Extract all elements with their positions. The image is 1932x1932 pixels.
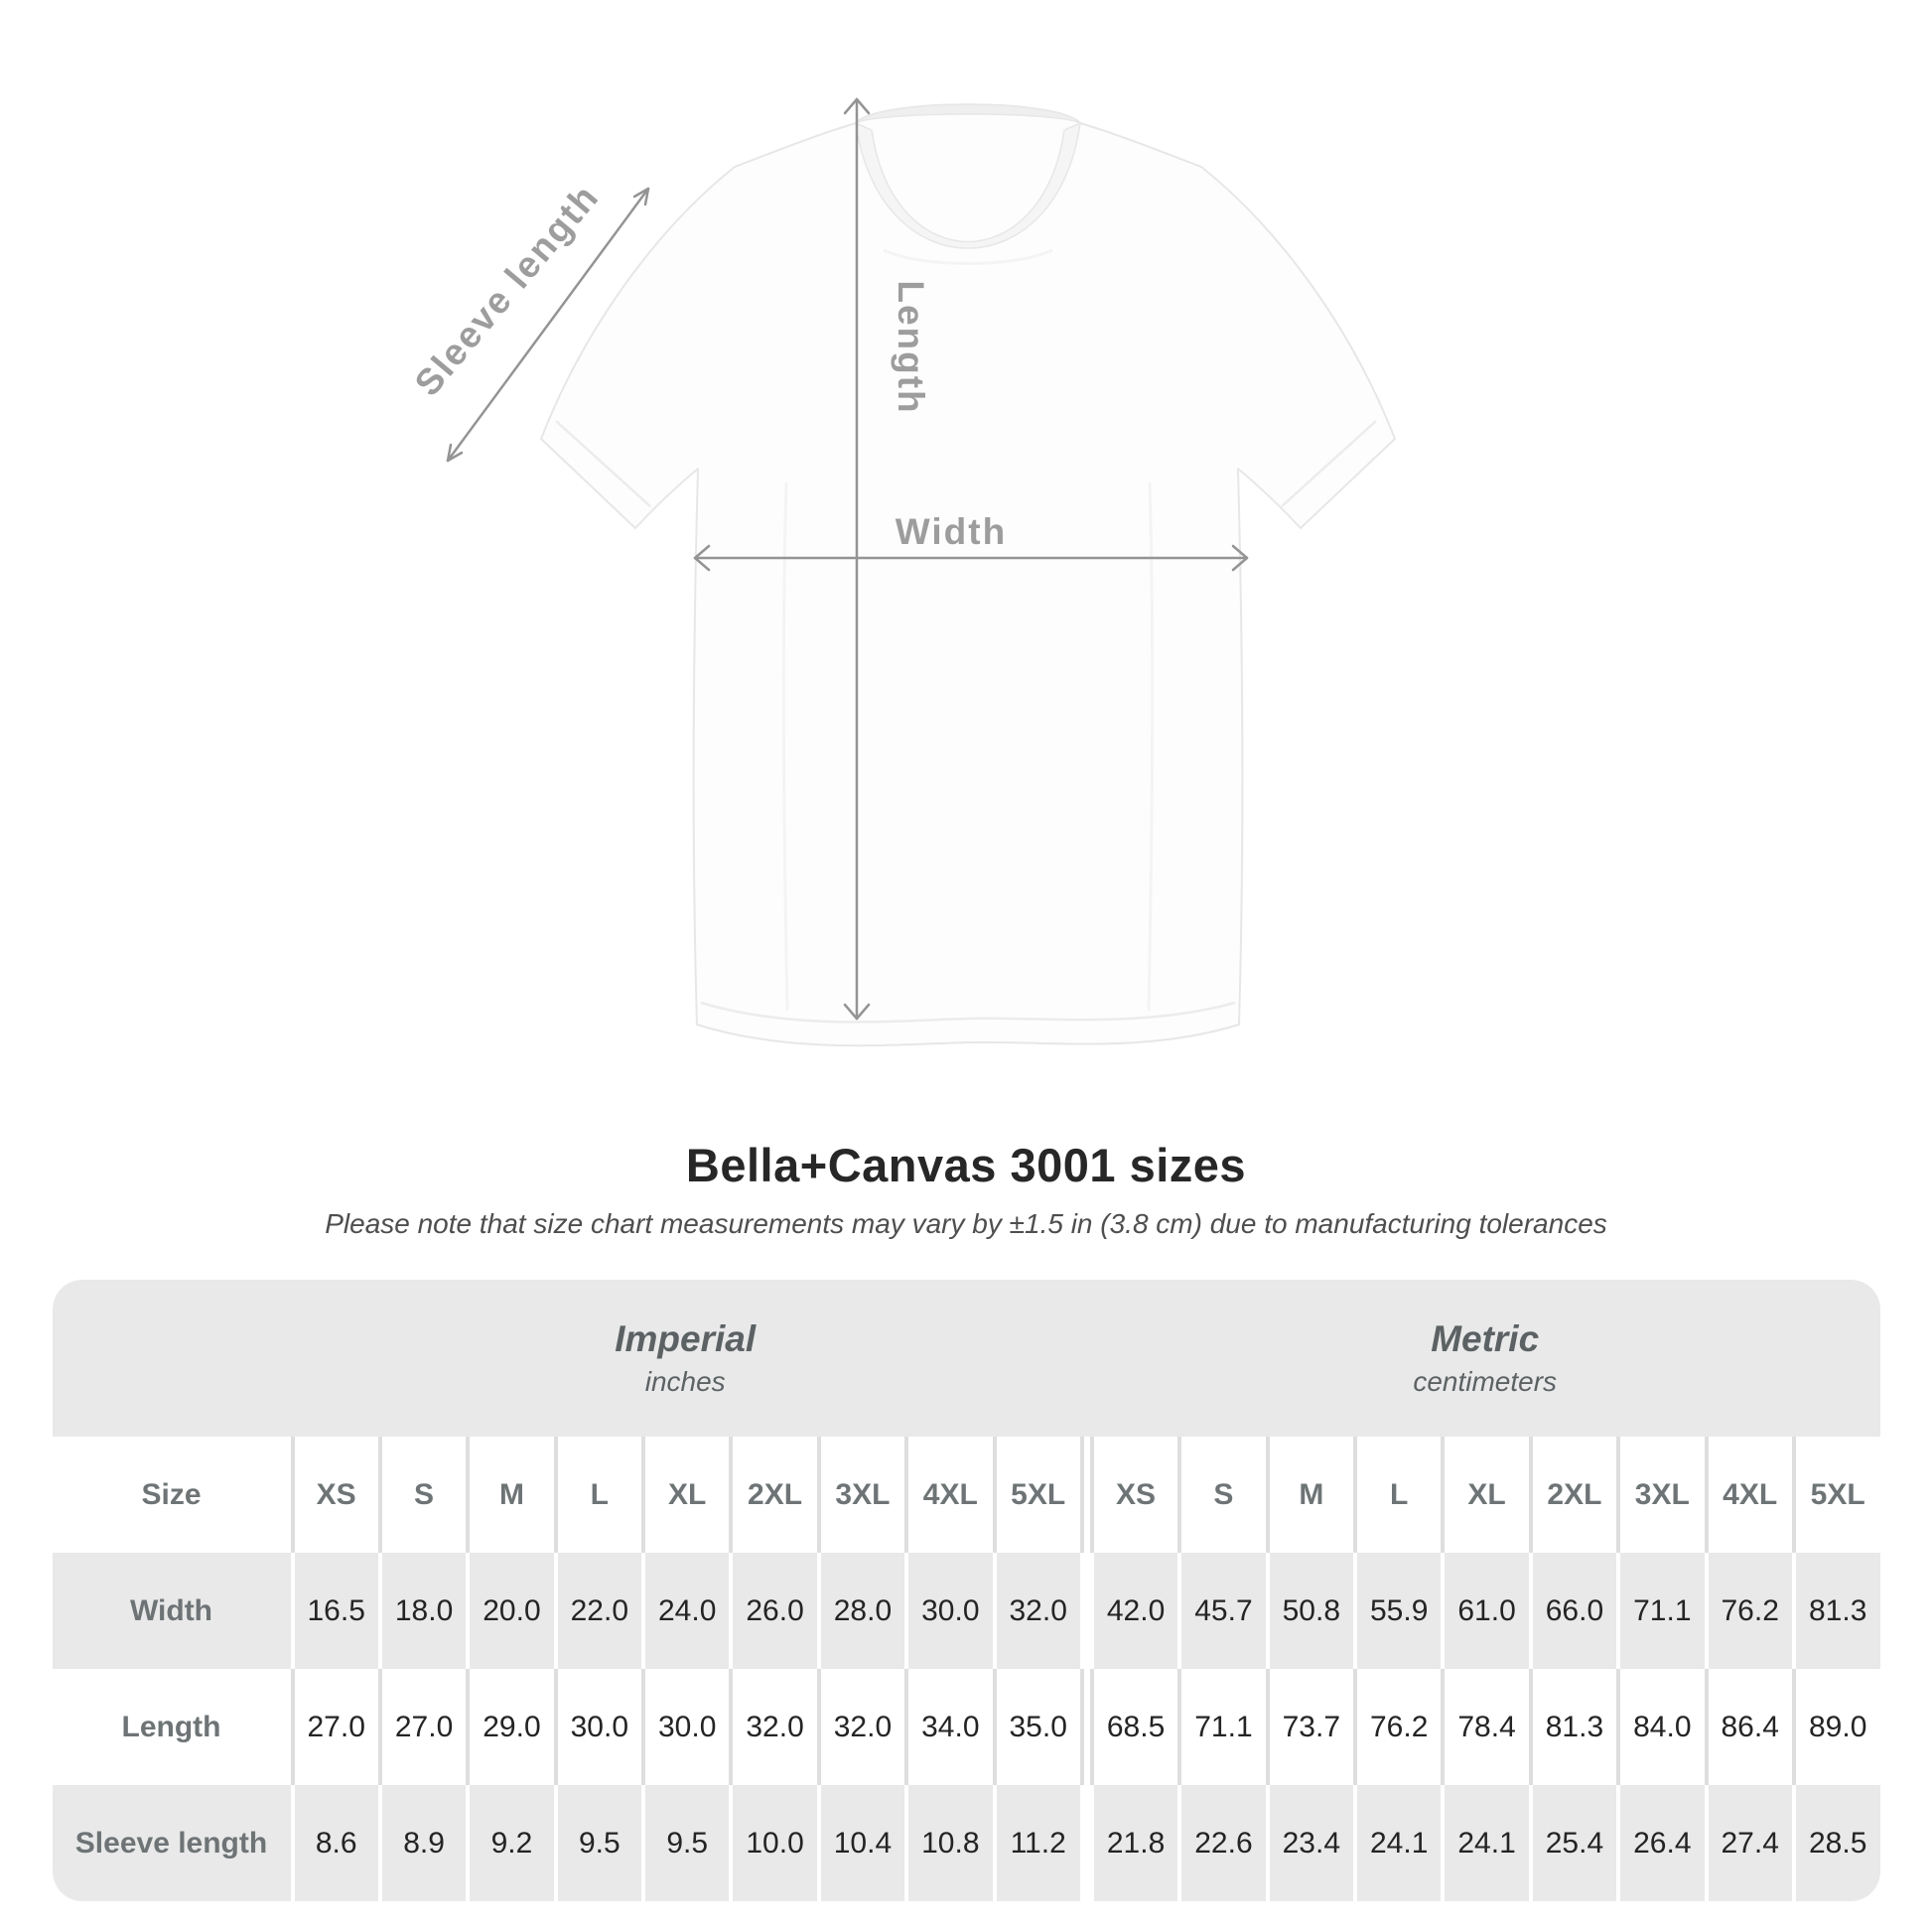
imperial-s-value: 27.0: [378, 1669, 466, 1785]
size-col-metric-2xl: 2XL: [1529, 1437, 1616, 1553]
metric-5xl-value: 81.3: [1792, 1553, 1880, 1669]
metric-2xl-value: 66.0: [1529, 1553, 1616, 1669]
metric-s-value: 22.6: [1177, 1785, 1265, 1901]
tolerance-note: Please note that size chart measurements may vary by ±1.5 in (3.8 cm) due to manufacturing tolerances: [325, 1208, 1607, 1239]
imperial-header: [291, 1280, 1080, 1437]
table-row-sleeve-length: [53, 1785, 1880, 1901]
metric-subtitle: centimeters: [1413, 1366, 1558, 1398]
size-col-metric-l: L: [1353, 1437, 1441, 1553]
metric-xs-value: 21.8: [1090, 1785, 1177, 1901]
group-gap-cell: [1080, 1785, 1090, 1901]
row-label: Length: [53, 1669, 291, 1785]
metric-3xl-value: 84.0: [1616, 1669, 1704, 1785]
imperial-l-value: 9.5: [554, 1785, 641, 1901]
imperial-4xl-value: 10.8: [904, 1785, 992, 1901]
size-table: [53, 1280, 1880, 1901]
imperial-m-value: 20.0: [466, 1553, 553, 1669]
size-col-metric-5xl: 5XL: [1792, 1437, 1880, 1553]
imperial-l-value: 30.0: [554, 1669, 641, 1785]
metric-xl-value: 61.0: [1441, 1553, 1528, 1669]
band-corner-spacer: [53, 1280, 291, 1437]
size-col-metric-m: M: [1266, 1437, 1353, 1553]
size-col-metric-xs: XS: [1090, 1437, 1177, 1553]
imperial-5xl-value: 32.0: [993, 1553, 1080, 1669]
size-col-imperial-xs: XS: [291, 1437, 378, 1553]
metric-2xl-value: 25.4: [1529, 1785, 1616, 1901]
metric-4xl-value: 27.4: [1705, 1785, 1792, 1901]
imperial-subtitle: inches: [644, 1366, 726, 1398]
metric-xs-value: 42.0: [1090, 1553, 1177, 1669]
page-title: Bella+Canvas 3001 sizes: [685, 1139, 1247, 1191]
metric-5xl-value: 28.5: [1792, 1785, 1880, 1901]
imperial-xl-value: 9.5: [641, 1785, 729, 1901]
size-col-metric-s: S: [1177, 1437, 1265, 1553]
metric-header: [1090, 1280, 1880, 1437]
size-col-imperial-s: S: [378, 1437, 466, 1553]
imperial-xs-value: 27.0: [291, 1669, 378, 1785]
metric-2xl-value: 81.3: [1529, 1669, 1616, 1785]
sleeve-length-label: Sleeve length: [406, 176, 608, 404]
table-row-length: [53, 1669, 1880, 1785]
length-label: Length: [891, 280, 931, 415]
imperial-4xl-value: 34.0: [904, 1669, 992, 1785]
metric-l-value: 76.2: [1353, 1669, 1441, 1785]
imperial-2xl-value: 10.0: [729, 1785, 816, 1901]
unit-header-row: [53, 1280, 1880, 1437]
imperial-xl-value: 24.0: [641, 1553, 729, 1669]
metric-3xl-value: 26.4: [1616, 1785, 1704, 1901]
group-gap-cell: [1080, 1669, 1090, 1785]
size-col-metric-xl: XL: [1441, 1437, 1528, 1553]
imperial-xs-value: 16.5: [291, 1553, 378, 1669]
imperial-l-value: 22.0: [554, 1553, 641, 1669]
metric-l-value: 24.1: [1353, 1785, 1441, 1901]
size-col-metric-4xl: 4XL: [1705, 1437, 1792, 1553]
metric-s-value: 71.1: [1177, 1669, 1265, 1785]
metric-l-value: 55.9: [1353, 1553, 1441, 1669]
metric-xl-value: 78.4: [1441, 1669, 1528, 1785]
row-label: Width: [53, 1553, 291, 1669]
size-table-body: [53, 1553, 1880, 1901]
size-col-imperial-5xl: 5XL: [993, 1437, 1080, 1553]
size-col-imperial-l: L: [554, 1437, 641, 1553]
imperial-s-value: 18.0: [378, 1553, 466, 1669]
imperial-5xl-value: 35.0: [993, 1669, 1080, 1785]
unit-band-gap: [1080, 1280, 1090, 1437]
imperial-4xl-value: 30.0: [904, 1553, 992, 1669]
metric-5xl-value: 89.0: [1792, 1669, 1880, 1785]
imperial-3xl-value: 10.4: [817, 1785, 904, 1901]
metric-title: Metric: [1431, 1317, 1540, 1359]
imperial-xs-value: 8.6: [291, 1785, 378, 1901]
imperial-2xl-value: 32.0: [729, 1669, 816, 1785]
metric-4xl-value: 76.2: [1705, 1553, 1792, 1669]
imperial-xl-value: 30.0: [641, 1669, 729, 1785]
size-col-imperial-2xl: 2XL: [729, 1437, 816, 1553]
imperial-3xl-value: 28.0: [817, 1553, 904, 1669]
metric-xl-value: 24.1: [1441, 1785, 1528, 1901]
row-label: Sleeve length: [53, 1785, 291, 1901]
metric-3xl-value: 71.1: [1616, 1553, 1704, 1669]
width-label: Width: [895, 511, 1008, 552]
imperial-m-value: 29.0: [466, 1669, 553, 1785]
size-col-imperial-xl: XL: [641, 1437, 729, 1553]
size-col-imperial-m: M: [466, 1437, 553, 1553]
metric-4xl-value: 86.4: [1705, 1669, 1792, 1785]
size-col-imperial-4xl: 4XL: [904, 1437, 992, 1553]
size-col-imperial-3xl: 3XL: [817, 1437, 904, 1553]
metric-s-value: 45.7: [1177, 1553, 1265, 1669]
size-header-row: [53, 1437, 1880, 1553]
imperial-2xl-value: 26.0: [729, 1553, 816, 1669]
imperial-title: Imperial: [615, 1317, 757, 1359]
imperial-s-value: 8.9: [378, 1785, 466, 1901]
imperial-m-value: 9.2: [466, 1785, 553, 1901]
table-row-width: [53, 1553, 1880, 1669]
imperial-5xl-value: 11.2: [993, 1785, 1080, 1901]
size-header-label: Size: [53, 1437, 291, 1553]
metric-xs-value: 68.5: [1090, 1669, 1177, 1785]
group-gap-cell: [1080, 1553, 1090, 1669]
metric-m-value: 50.8: [1266, 1553, 1353, 1669]
size-col-metric-3xl: 3XL: [1616, 1437, 1704, 1553]
tshirt-illustration: [541, 104, 1395, 1045]
imperial-3xl-value: 32.0: [817, 1669, 904, 1785]
group-gap-cell: [1080, 1437, 1090, 1553]
size-table-grid: [53, 1280, 1880, 1901]
metric-m-value: 73.7: [1266, 1669, 1353, 1785]
metric-m-value: 23.4: [1266, 1785, 1353, 1901]
